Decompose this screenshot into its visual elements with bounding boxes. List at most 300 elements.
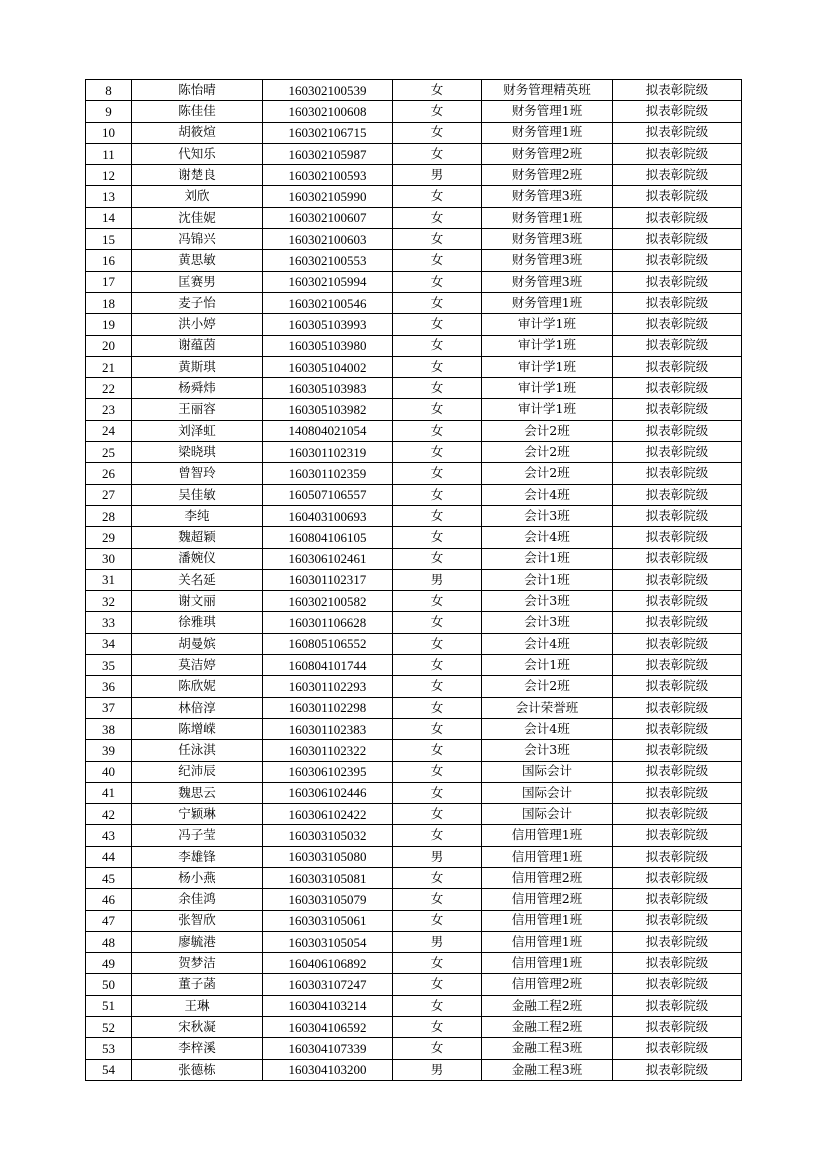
class-cell: 审计学1班 [482,356,613,377]
gender-cell: 女 [393,910,482,931]
gender-cell: 女 [393,80,482,101]
student-id-cell: 160403100693 [263,505,393,526]
table-row [86,1038,742,1059]
class-cell: 财务管理3班 [482,186,613,207]
table-row [86,356,742,377]
table-row [86,186,742,207]
award-level-cell: 拟表彰院级 [613,867,742,888]
student-id-cell: 160302100607 [263,207,393,228]
student-id-cell: 160304107339 [263,1038,393,1059]
class-cell: 信用管理2班 [482,867,613,888]
gender-cell: 女 [393,591,482,612]
table-row [86,889,742,910]
gender-cell: 女 [393,186,482,207]
student-id-cell: 160302100546 [263,292,393,313]
gender-cell: 女 [393,378,482,399]
student-id-cell: 160303105061 [263,910,393,931]
award-level-cell: 拟表彰院级 [613,718,742,739]
student-id-cell: 160306102446 [263,782,393,803]
table-row [86,910,742,931]
table-row [86,101,742,122]
student-id-cell: 160303107247 [263,974,393,995]
student-name-cell: 纪沛辰 [132,761,263,782]
table-row [86,378,742,399]
class-cell: 财务管理精英班 [482,80,613,101]
table-row [86,442,742,463]
gender-cell: 男 [393,846,482,867]
table-row [86,846,742,867]
gender-cell: 女 [393,718,482,739]
class-cell: 会计4班 [482,527,613,548]
row-number-cell: 33 [86,612,132,633]
class-cell: 财务管理2班 [482,143,613,164]
row-number-cell: 16 [86,250,132,271]
table-row [86,782,742,803]
award-level-cell: 拟表彰院级 [613,420,742,441]
student-name-cell: 魏超颖 [132,527,263,548]
table-row [86,1017,742,1038]
table-row [86,314,742,335]
row-number-cell: 28 [86,505,132,526]
award-level-cell: 拟表彰院级 [613,229,742,250]
row-number-cell: 18 [86,292,132,313]
student-id-cell: 160305103983 [263,378,393,399]
table-row [86,633,742,654]
award-level-cell: 拟表彰院级 [613,271,742,292]
gender-cell: 女 [393,612,482,633]
gender-cell: 女 [393,953,482,974]
table-row [86,867,742,888]
gender-cell: 女 [393,101,482,122]
class-cell: 会计荣誉班 [482,697,613,718]
student-id-cell: 160406106892 [263,953,393,974]
class-cell: 会计3班 [482,591,613,612]
student-id-cell: 160303105080 [263,846,393,867]
row-number-cell: 25 [86,442,132,463]
class-cell: 会计3班 [482,612,613,633]
student-name-cell: 宋秋凝 [132,1017,263,1038]
student-name-cell: 洪小婷 [132,314,263,335]
student-name-cell: 廖毓港 [132,931,263,952]
row-number-cell: 21 [86,356,132,377]
award-level-cell: 拟表彰院级 [613,250,742,271]
award-level-cell: 拟表彰院级 [613,782,742,803]
class-cell: 审计学1班 [482,378,613,399]
table-row [86,1059,742,1080]
student-name-cell: 沈佳妮 [132,207,263,228]
gender-cell: 女 [393,889,482,910]
award-level-cell: 拟表彰院级 [613,697,742,718]
gender-cell: 男 [393,165,482,186]
gender-cell: 女 [393,314,482,335]
student-name-cell: 陈怡晴 [132,80,263,101]
award-level-cell: 拟表彰院级 [613,1059,742,1080]
award-list-body [86,80,742,1081]
student-id-cell: 160301102359 [263,463,393,484]
row-number-cell: 35 [86,655,132,676]
row-number-cell: 34 [86,633,132,654]
student-id-cell: 160305104002 [263,356,393,377]
student-name-cell: 张智欣 [132,910,263,931]
student-name-cell: 杨小燕 [132,867,263,888]
student-id-cell: 160507106557 [263,484,393,505]
table-row [86,697,742,718]
table-row [86,591,742,612]
table-row [86,569,742,590]
row-number-cell: 38 [86,718,132,739]
table-row [86,761,742,782]
table-row [86,165,742,186]
row-number-cell: 29 [86,527,132,548]
award-level-cell: 拟表彰院级 [613,207,742,228]
student-id-cell: 140804021054 [263,420,393,441]
row-number-cell: 44 [86,846,132,867]
gender-cell: 女 [393,655,482,676]
award-level-cell: 拟表彰院级 [613,825,742,846]
student-id-cell: 160304103214 [263,995,393,1016]
student-name-cell: 王琳 [132,995,263,1016]
class-cell: 国际会计 [482,761,613,782]
award-level-cell: 拟表彰院级 [613,484,742,505]
award-level-cell: 拟表彰院级 [613,612,742,633]
class-cell: 财务管理1班 [482,207,613,228]
student-id-cell: 160301102322 [263,740,393,761]
class-cell: 会计4班 [482,718,613,739]
award-level-cell: 拟表彰院级 [613,314,742,335]
student-name-cell: 梁晓琪 [132,442,263,463]
table-row [86,207,742,228]
class-cell: 信用管理2班 [482,889,613,910]
class-cell: 审计学1班 [482,399,613,420]
award-level-cell: 拟表彰院级 [613,740,742,761]
award-level-cell: 拟表彰院级 [613,974,742,995]
row-number-cell: 30 [86,548,132,569]
gender-cell: 女 [393,804,482,825]
class-cell: 财务管理1班 [482,292,613,313]
gender-cell: 女 [393,1038,482,1059]
class-cell: 财务管理3班 [482,250,613,271]
student-id-cell: 160306102422 [263,804,393,825]
table-row [86,271,742,292]
class-cell: 金融工程2班 [482,1017,613,1038]
student-id-cell: 160301102317 [263,569,393,590]
table-row [86,463,742,484]
class-cell: 审计学1班 [482,335,613,356]
gender-cell: 女 [393,292,482,313]
student-name-cell: 谢楚良 [132,165,263,186]
gender-cell: 女 [393,782,482,803]
class-cell: 会计2班 [482,442,613,463]
class-cell: 信用管理1班 [482,846,613,867]
row-number-cell: 31 [86,569,132,590]
class-cell: 财务管理3班 [482,271,613,292]
gender-cell: 女 [393,548,482,569]
award-level-cell: 拟表彰院级 [613,889,742,910]
award-level-cell: 拟表彰院级 [613,804,742,825]
student-name-cell: 余佳鸿 [132,889,263,910]
student-id-cell: 160804101744 [263,655,393,676]
row-number-cell: 42 [86,804,132,825]
gender-cell: 女 [393,995,482,1016]
student-id-cell: 160302106715 [263,122,393,143]
table-row [86,804,742,825]
award-level-cell: 拟表彰院级 [613,676,742,697]
student-name-cell: 徐雅琪 [132,612,263,633]
class-cell: 会计3班 [482,740,613,761]
gender-cell: 女 [393,505,482,526]
student-id-cell: 160804106105 [263,527,393,548]
award-level-cell: 拟表彰院级 [613,655,742,676]
gender-cell: 女 [393,697,482,718]
award-level-cell: 拟表彰院级 [613,953,742,974]
award-level-cell: 拟表彰院级 [613,1038,742,1059]
award-level-cell: 拟表彰院级 [613,101,742,122]
student-name-cell: 黄斯琪 [132,356,263,377]
award-level-cell: 拟表彰院级 [613,399,742,420]
row-number-cell: 12 [86,165,132,186]
student-id-cell: 160301102319 [263,442,393,463]
row-number-cell: 9 [86,101,132,122]
row-number-cell: 53 [86,1038,132,1059]
student-name-cell: 李纯 [132,505,263,526]
award-level-cell: 拟表彰院级 [613,165,742,186]
table-row [86,122,742,143]
class-cell: 会计1班 [482,548,613,569]
row-number-cell: 48 [86,931,132,952]
student-id-cell: 160304103200 [263,1059,393,1080]
class-cell: 会计2班 [482,463,613,484]
table-row [86,250,742,271]
award-level-cell: 拟表彰院级 [613,1017,742,1038]
student-id-cell: 160304106592 [263,1017,393,1038]
class-cell: 财务管理1班 [482,122,613,143]
student-name-cell: 黄思敏 [132,250,263,271]
gender-cell: 女 [393,527,482,548]
gender-cell: 女 [393,229,482,250]
award-level-cell: 拟表彰院级 [613,442,742,463]
award-level-cell: 拟表彰院级 [613,527,742,548]
award-level-cell: 拟表彰院级 [613,761,742,782]
gender-cell: 女 [393,420,482,441]
award-level-cell: 拟表彰院级 [613,995,742,1016]
award-level-cell: 拟表彰院级 [613,910,742,931]
award-level-cell: 拟表彰院级 [613,463,742,484]
class-cell: 会计1班 [482,655,613,676]
table-row [86,484,742,505]
student-name-cell: 贺梦洁 [132,953,263,974]
table-row [86,995,742,1016]
student-name-cell: 关名延 [132,569,263,590]
row-number-cell: 39 [86,740,132,761]
row-number-cell: 22 [86,378,132,399]
student-id-cell: 160805106552 [263,633,393,654]
student-name-cell: 吴佳敏 [132,484,263,505]
gender-cell: 女 [393,356,482,377]
row-number-cell: 15 [86,229,132,250]
row-number-cell: 8 [86,80,132,101]
student-id-cell: 160301102383 [263,718,393,739]
student-name-cell: 代知乐 [132,143,263,164]
student-id-cell: 160303105081 [263,867,393,888]
row-number-cell: 36 [86,676,132,697]
student-id-cell: 160302100593 [263,165,393,186]
student-name-cell: 匡赛男 [132,271,263,292]
gender-cell: 男 [393,931,482,952]
gender-cell: 女 [393,399,482,420]
class-cell: 信用管理1班 [482,931,613,952]
row-number-cell: 49 [86,953,132,974]
student-id-cell: 160301106628 [263,612,393,633]
student-name-cell: 潘婉仪 [132,548,263,569]
student-name-cell: 麦子怡 [132,292,263,313]
gender-cell: 女 [393,463,482,484]
row-number-cell: 14 [86,207,132,228]
row-number-cell: 19 [86,314,132,335]
row-number-cell: 37 [86,697,132,718]
award-level-cell: 拟表彰院级 [613,846,742,867]
class-cell: 金融工程2班 [482,995,613,1016]
award-level-cell: 拟表彰院级 [613,591,742,612]
award-level-cell: 拟表彰院级 [613,356,742,377]
row-number-cell: 17 [86,271,132,292]
student-id-cell: 160302100582 [263,591,393,612]
student-id-cell: 160306102461 [263,548,393,569]
table-row [86,612,742,633]
table-row [86,143,742,164]
class-cell: 金融工程3班 [482,1038,613,1059]
row-number-cell: 40 [86,761,132,782]
row-number-cell: 45 [86,867,132,888]
class-cell: 国际会计 [482,804,613,825]
gender-cell: 女 [393,122,482,143]
student-name-cell: 魏思云 [132,782,263,803]
table-row [86,740,742,761]
row-number-cell: 27 [86,484,132,505]
gender-cell: 女 [393,442,482,463]
gender-cell: 女 [393,825,482,846]
class-cell: 会计2班 [482,676,613,697]
award-level-cell: 拟表彰院级 [613,186,742,207]
table-row [86,229,742,250]
award-level-cell: 拟表彰院级 [613,143,742,164]
student-name-cell: 莫洁婷 [132,655,263,676]
student-name-cell: 胡曼嫔 [132,633,263,654]
row-number-cell: 23 [86,399,132,420]
gender-cell: 女 [393,271,482,292]
row-number-cell: 52 [86,1017,132,1038]
class-cell: 会计2班 [482,420,613,441]
class-cell: 信用管理1班 [482,910,613,931]
student-id-cell: 160302100553 [263,250,393,271]
student-name-cell: 任泳淇 [132,740,263,761]
row-number-cell: 10 [86,122,132,143]
gender-cell: 女 [393,676,482,697]
student-id-cell: 160305103982 [263,399,393,420]
student-name-cell: 谢蕴茵 [132,335,263,356]
student-id-cell: 160305103980 [263,335,393,356]
award-list-table [85,79,742,1081]
student-id-cell: 160302105994 [263,271,393,292]
gender-cell: 男 [393,1059,482,1080]
row-number-cell: 32 [86,591,132,612]
award-level-cell: 拟表彰院级 [613,569,742,590]
row-number-cell: 41 [86,782,132,803]
gender-cell: 女 [393,335,482,356]
student-name-cell: 宁颖琳 [132,804,263,825]
award-level-cell: 拟表彰院级 [613,335,742,356]
student-name-cell: 冯锦兴 [132,229,263,250]
row-number-cell: 20 [86,335,132,356]
class-cell: 审计学1班 [482,314,613,335]
table-row [86,420,742,441]
class-cell: 财务管理2班 [482,165,613,186]
student-name-cell: 林倍淳 [132,697,263,718]
row-number-cell: 13 [86,186,132,207]
table-row [86,974,742,995]
gender-cell: 女 [393,250,482,271]
table-row [86,527,742,548]
class-cell: 会计4班 [482,633,613,654]
student-name-cell: 刘泽虹 [132,420,263,441]
student-id-cell: 160301102293 [263,676,393,697]
student-id-cell: 160302100539 [263,80,393,101]
gender-cell: 女 [393,867,482,888]
gender-cell: 女 [393,633,482,654]
table-row [86,655,742,676]
student-name-cell: 陈佳佳 [132,101,263,122]
student-id-cell: 160303105079 [263,889,393,910]
row-number-cell: 47 [86,910,132,931]
student-name-cell: 刘欣 [132,186,263,207]
table-row [86,676,742,697]
student-id-cell: 160302105990 [263,186,393,207]
table-row [86,931,742,952]
row-number-cell: 24 [86,420,132,441]
row-number-cell: 11 [86,143,132,164]
gender-cell: 女 [393,761,482,782]
student-name-cell: 杨舜炜 [132,378,263,399]
award-level-cell: 拟表彰院级 [613,548,742,569]
award-level-cell: 拟表彰院级 [613,633,742,654]
student-id-cell: 160306102395 [263,761,393,782]
row-number-cell: 54 [86,1059,132,1080]
award-level-cell: 拟表彰院级 [613,378,742,399]
student-name-cell: 陈欣妮 [132,676,263,697]
student-id-cell: 160302105987 [263,143,393,164]
gender-cell: 女 [393,143,482,164]
student-name-cell: 冯子莹 [132,825,263,846]
row-number-cell: 51 [86,995,132,1016]
table-row [86,399,742,420]
class-cell: 信用管理2班 [482,974,613,995]
row-number-cell: 50 [86,974,132,995]
student-name-cell: 陈增嵘 [132,718,263,739]
award-level-cell: 拟表彰院级 [613,505,742,526]
gender-cell: 女 [393,740,482,761]
class-cell: 会计3班 [482,505,613,526]
award-level-cell: 拟表彰院级 [613,931,742,952]
class-cell: 信用管理1班 [482,825,613,846]
class-cell: 国际会计 [482,782,613,803]
gender-cell: 女 [393,484,482,505]
row-number-cell: 46 [86,889,132,910]
student-id-cell: 160305103993 [263,314,393,335]
table-row [86,80,742,101]
class-cell: 会计4班 [482,484,613,505]
award-level-cell: 拟表彰院级 [613,292,742,313]
gender-cell: 男 [393,569,482,590]
row-number-cell: 26 [86,463,132,484]
